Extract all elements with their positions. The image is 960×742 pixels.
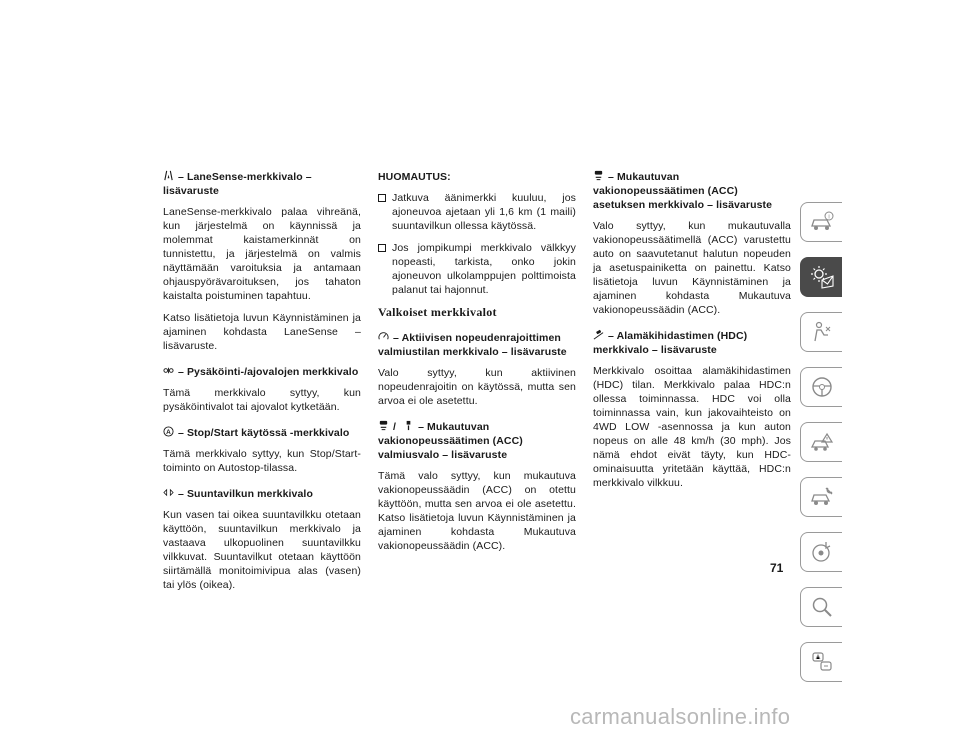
- active-speed-limiter-heading: – Aktiivisen nopeudenrajoittimen valmiustilan merkkivalo – lisävaruste: [378, 332, 567, 358]
- steering-wheel-icon: [809, 374, 835, 400]
- section-title: Valkoiset merkkivalot: [378, 305, 497, 319]
- tab-car-info[interactable]: [800, 202, 842, 242]
- tab-emergency[interactable]: [800, 422, 842, 462]
- tab-service[interactable]: [800, 477, 842, 517]
- speed-limiter-icon: [378, 331, 389, 342]
- column-right: [593, 170, 791, 498]
- stop-start-text: Tämä merkkivalo syttyy, kun Stop/Start-toiminto on Autostop-tilassa.: [163, 448, 361, 474]
- tab-search[interactable]: [800, 587, 842, 627]
- language-icon: [809, 649, 835, 675]
- column-middle: [378, 170, 576, 561]
- acc-set-heading: – Mukautuvan vakionopeussäätimen (ACC) asetuksen merkkivalo – lisävaruste: [593, 171, 773, 211]
- warning-lights-icon: [809, 264, 835, 290]
- lanesense-icon: [163, 170, 174, 181]
- turn-signal-icon: [163, 487, 174, 498]
- parking-lights-text: Tämä merkkivalo syttyy, kun pysäköintivalot tai ajovalot kytketään.: [163, 387, 361, 413]
- stop-start-icon: [163, 426, 174, 437]
- note-bullet-2: Jos jompikumpi merkkivalo välkkyy nopeasti, tarkista, onko jokin ajoneuvon ulkolamppujen polttimoista palanut tai hajonnut.: [378, 241, 576, 297]
- turn-signal-text: Kun vasen tai oikea suuntavilkku otetaan käyttöön, suuntavilkun merkkivalo ja vastaava ulkopuolinen suuntavilkku vilkkuvat. Suuntavilkut otetaan käyttöön siirtämällä monitoimivipua alas (vasen) tai ylös (oikea).: [163, 509, 361, 591]
- tab-warning-lights[interactable]: [800, 257, 842, 297]
- parking-lights-heading: – Pysäköinti-/ajovalojen merkkivalo: [163, 365, 361, 379]
- acc-car-icon: [378, 420, 389, 431]
- lanesense-text-2: Katso lisätietoja luvun Käynnistäminen ja ajaminen kohdasta LaneSense – lisävaruste.: [163, 312, 361, 352]
- person-controls-icon: [809, 319, 835, 345]
- tab-language[interactable]: [800, 642, 842, 682]
- note-bullet-1: Jatkuva äänimerkki kuuluu, jos ajoneuvoa ajetaan yli 1,6 km (1 maili) suuntavilkun ollessa käytössä.: [378, 191, 576, 233]
- column-left: [163, 170, 361, 600]
- chapter-tabs: [800, 202, 842, 697]
- tab-safety[interactable]: [800, 312, 842, 352]
- acc-ready-text: Tämä valo syttyy, kun mukautuva vakionopeussäädin (ACC) on otettu käyttöön, mutta sen arvoa ei ole asetettu. Katso lisätietoja luvun Käynnistäminen ja ajaminen kohdasta Mukautuva vakionopeussäädin (ACC).: [378, 470, 576, 552]
- note-bullets: [378, 191, 576, 297]
- service-car-icon: [809, 484, 835, 510]
- lanesense-text-1: LaneSense-merkkivalo palaa vihreänä, kun järjestelmä on käynnissä ja molemmat kaistamerkinnät on tunnistettu, ja järjestelmä on valmis näyttämään varoituksia ja antamaan ohjauspyörävaroituksen, jos tahaton kaistalta poistuminen tapahtuu.: [163, 206, 361, 302]
- turn-signal-heading: – Suuntavilkun merkkivalo: [163, 487, 361, 501]
- hdc-text: Merkkivalo osoittaa alamäkihidastimen (HDC) tilan. Merkkivalo palaa HDC:n ollessa toiminnassa. HDC voi olla toiminnassa vain, kun jakovaihteisto on 4WD LOW -asennossa ja kun auton nopeus on alle 48 km/h (30 mph). Jos nämä ehdot eivät täyty, kun HDC-ominaisuutta yritetään käyttää, HDC:n merkkivalo vilkkuu.: [593, 365, 791, 489]
- lanesense-heading: – LaneSense-merkkivalo – lisävaruste: [163, 171, 312, 197]
- parking-lights-icon: [163, 365, 174, 376]
- note-label: HUOMAUTUS:: [378, 171, 451, 183]
- search-icon: [809, 594, 835, 620]
- active-speed-limiter-text: Valo syttyy, kun aktiivinen nopeudenrajoitin on käytössä, mutta sen arvoa ei ole asetettu.: [378, 367, 576, 407]
- car-info-icon: [809, 209, 835, 235]
- acc-set-text: Valo syttyy, kun mukautuvalla vakionopeussäätimellä (ACC) varustettu auto on saavutetanut halutun nopeuden ja asetuspainiketta on painettu. Katso lisätietoja luvun Käynnistäminen ja ajaminen kohdasta Mukautuva vakionopeussäädin (ACC).: [593, 220, 791, 316]
- hill-descent-icon: [593, 329, 604, 340]
- tab-multimedia[interactable]: [800, 532, 842, 572]
- tab-driving[interactable]: [800, 367, 842, 407]
- hdc-heading: – Alamäkihidastimen (HDC) merkkivalo – lisävaruste: [593, 330, 748, 356]
- svg-text:i: i: [827, 214, 830, 221]
- emergency-icon: [809, 429, 835, 455]
- watermark: carmanualsonline.info: [570, 704, 791, 729]
- acc-speed-icon: [403, 420, 414, 431]
- acc-set-icon: [593, 170, 604, 181]
- page-number: 71: [770, 561, 784, 575]
- stop-start-heading: A – Stop/Start käytössä -merkkivalo: [163, 426, 361, 440]
- svg-text:A: A: [166, 428, 171, 436]
- multimedia-icon: [809, 539, 835, 565]
- acc-ready-heading: / – Mukautuvan vakionopeussäätimen (ACC) valmiusvalo – lisävaruste: [378, 421, 523, 461]
